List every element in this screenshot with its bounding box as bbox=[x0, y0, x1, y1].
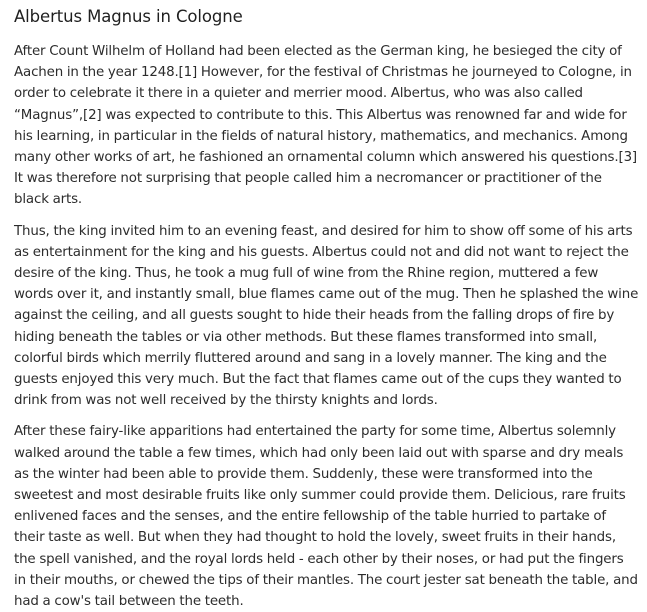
paragraph-1: After Count Wilhelm of Holland had been elected as the German king, he besieged the city of Aachen in the year 1248.[1] However, for the festival of Christmas he journeyed to Cologne, in order to celebrate it there in a quieter and merrier mood. Albertus, who was also called “Magnus”,[2] was expected to contribute to this. This Albertus was renowned far and wide for his learning, in particular in the fields of natural history, mathematics, and mechanics. Among many other works of art, he fashioned an ornamental column which answered his questions.[3] It was therefore not surprising that people called him a necromancer or practitioner of the black arts. bbox=[14, 44, 638, 208]
paragraph-2: Thus, the king invited him to an evening feast, and desired for him to show off some of his arts as entertainment for the king and his guests. Albertus could not and did not want to reject the desire of the king. Thus, he took a mug full of wine from the Rhine region, muttered a few words over it, and instantly small, blue flames came out of the mug. Then he splashed the wine against the ceiling, and all guests sought to hide their heads from the falling drops of fire by hiding beneath the tables or via other methods. But these flames transformed into small, colorful birds which merrily fluttered around and sang in a lovely manner. The king and the guests enjoyed this very much. But the fact that flames came out of the cups they wanted to drink from was not well received by the thirsty knights and lords. bbox=[14, 223, 639, 409]
document-title: Albertus Magnus in Cologne bbox=[14, 7, 243, 26]
paragraph-3: After these fairy-like apparitions had entertained the party for some time, Albertus solemnly walked around the table a few times, which had only been laid out with sparse and dry meals as the winter had been able to provide them. Suddenly, these were transformed into the sweetest and most desirable fruits like only summer could provide them. Delicious, rare fruits enlivened faces and the senses, and the entire fellowship of the table hurried to partake of their taste as well. But when they had thought to hold the lovely, sweet fruits in their hands, the spell vanished, and the royal lords held - each other by their noses, or had put the fingers in their mouths, or chewed the tips of their mantles. The court jester sat beneath the table, and had a cow's tail between the teeth. bbox=[14, 424, 638, 610]
